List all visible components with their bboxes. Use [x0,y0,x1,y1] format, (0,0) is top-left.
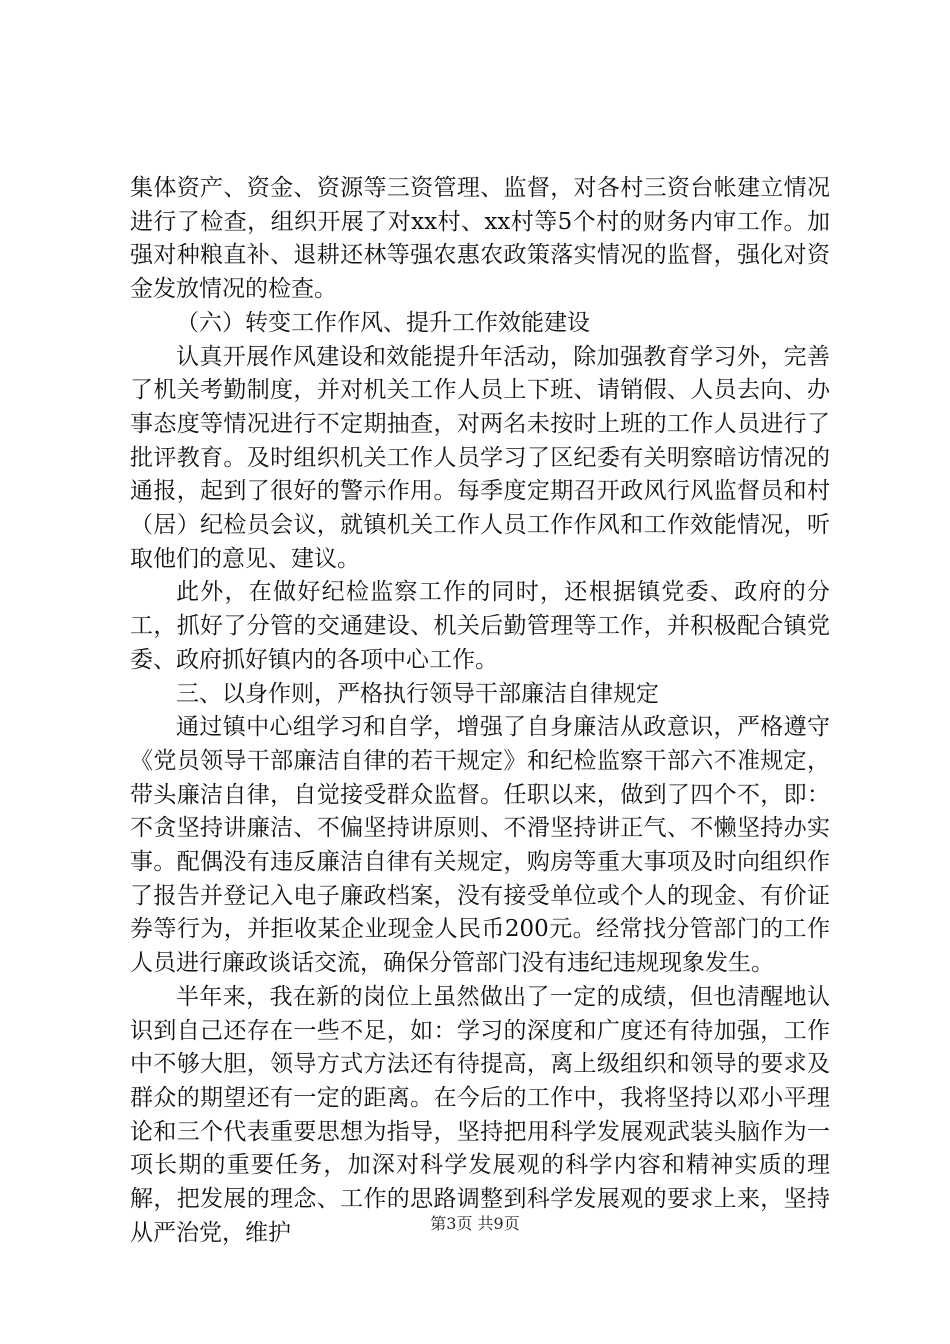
document-body [130,172,830,1251]
paragraph-assets-supervision: 集体资产、资金、资源等三资管理、监督，对各村三资台帐建立情况进行了检查，组织开展了对xx村、xx村等5个村的财务内审工作。加强对种粮直补、退耕还林等强农惠农政策落实情况的监督，强化对资金发放情况的检查。 [130,175,830,303]
heading-self-discipline: 三、以身作则，严格执行领导干部廉洁自律规定 [176,680,659,707]
paragraph-shortcomings: 半年来，我在新的岗位上虽然做出了一定的成绩，但也清醒地认识到自己还存在一些不足，如：学习的深度和广度还有待加强，工作中不够大胆，领导方式方法还有待提高，离上级组织和领导的要求及群众的期望还有一定的距离。在今后的工作中，我将坚持以邓小平理论和三个代表重要思想为指导，坚持把用科学发展观武装头脑作为一项长期的重要任务，加深对科学发展观的科学内容和精神实质的理解，把发展的理念、工作的思路调整到科学发展观的要求上来，坚持从严治党，维护 [130,983,830,1246]
paragraph-self-discipline: 通过镇中心组学习和自学，增强了自身廉洁从政意识，严格遵守《党员领导干部廉洁自律的若干规定》和纪检监察干部六不准规定，带头廉洁自律，自觉接受群众监督。任职以来，做到了四个不，即：不贪坚持讲廉洁、不偏坚持讲原则、不滑坚持讲正气、不懒坚持办实事。配偶没有违反廉洁自律有关规定，购房等重大事项及时向组织作了报告并登记入电子廉政档案，没有接受单位或个人的现金、有价证券等行为，并拒收某企业现金人民币200元。经常找分管部门的工作人员进行廉政谈话交流，确保分管部门没有违纪违规现象发生。 [130,714,830,977]
paragraph-work-style: 认真开展作风建设和效能提升年活动，除加强教育学习外，完善了机关考勤制度，并对机关工作人员上下班、请销假、人员去向、办事态度等情况进行不定期抽查，对两名未按时上班的工作人员进行了批评教育。及时组织机关工作人员学习了区纪委有关明察暗访情况的通报，起到了很好的警示作用。每季度定期召开政风行风监督员和村（居）纪检员会议，就镇机关工作人员工作作风和工作效能情况，听取他们的意见、建议。 [130,343,830,572]
heading-work-style: （六）转变工作作风、提升工作效能建设 [176,309,590,336]
paragraph-other-duties: 此外，在做好纪检监察工作的同时，还根据镇党委、政府的分工，抓好了分管的交通建设、机关后勤管理等工作，并积极配合镇党委、政府抓好镇内的各项中心工作。 [130,579,830,673]
page-footer: 第3页 共9页 [430,1214,520,1233]
